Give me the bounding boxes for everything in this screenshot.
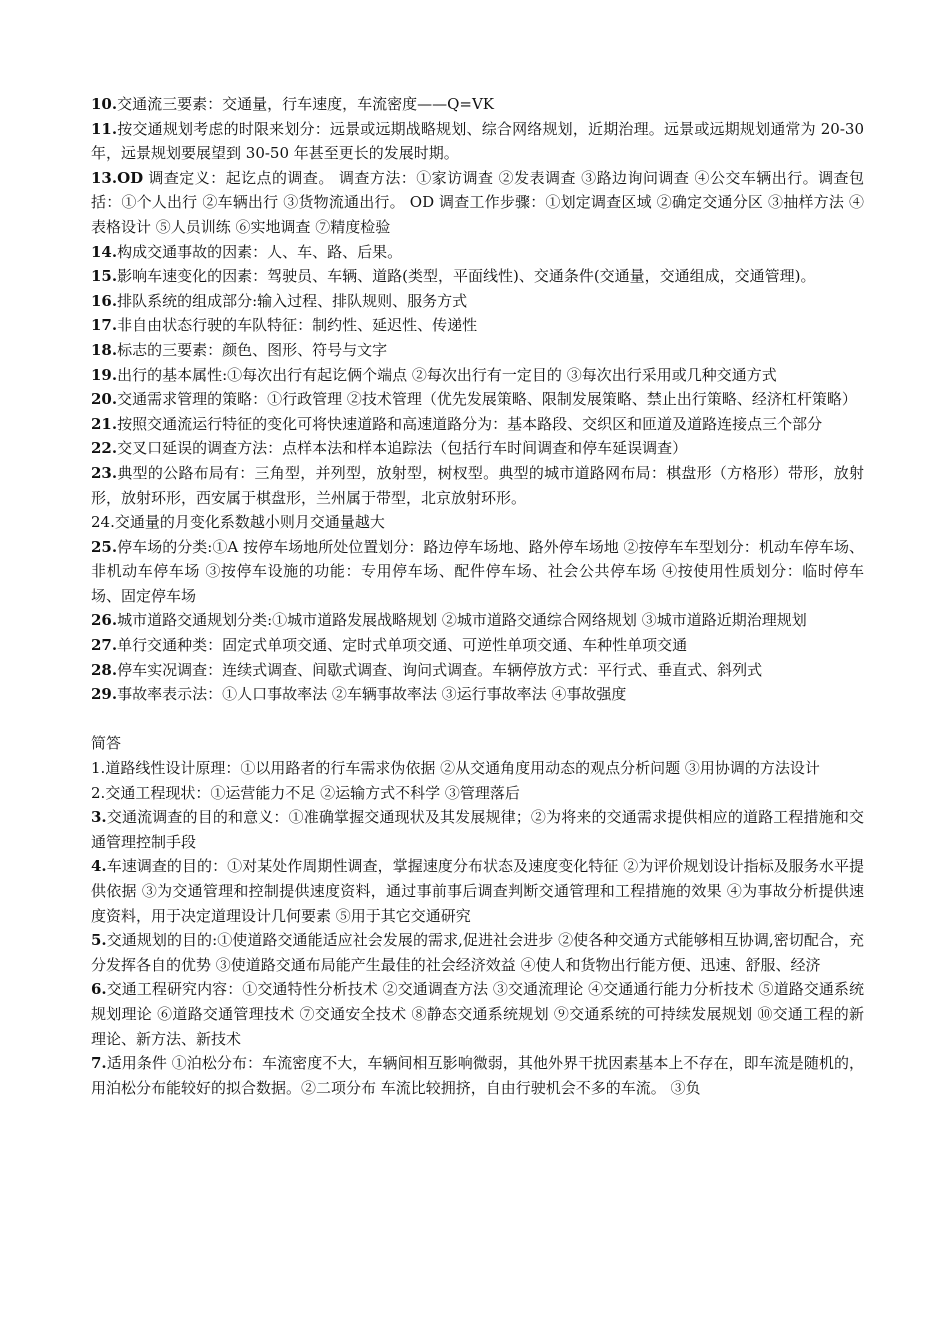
notes-list-part1 bbox=[91, 92, 864, 707]
list-item bbox=[91, 781, 864, 806]
item-number: 24. bbox=[91, 513, 115, 532]
item-text: 停车实况调查：连续式调查、间歇式调查、询问式调查。车辆停放方式：平行式、垂直式、斜列式 bbox=[117, 660, 763, 679]
item-text: 交通工程现状：①运营能力不足 ②运输方式不科学 ③管理落后 bbox=[105, 783, 520, 802]
item-number: 15. bbox=[91, 267, 118, 286]
item-text: 影响车速变化的因素：驾驶员、车辆、道路(类型，平面线性)、交通条件(交通量，交通组成，交通管理)。 bbox=[117, 267, 816, 286]
list-item bbox=[91, 928, 864, 977]
item-text: 交叉口延误的调查方法：点样本法和样本追踪法（包括行车时间调查和停车延误调查） bbox=[117, 439, 688, 458]
list-item bbox=[91, 436, 864, 461]
list-item bbox=[91, 363, 864, 388]
item-number: 1. bbox=[91, 759, 106, 778]
item-text: 交通工程研究内容：①交通特性分析技术 ②交通调查方法 ③交通流理论 ④交通通行能力分析技术 ⑤道路交通系统规划理论 ⑥道路交通管理技术 ⑦交通安全技术 ⑧静态交通系统规划 ⑨交通系统的可持续发展规划 ⑩交通工程的新理论、新方法、新技术 bbox=[91, 980, 864, 1048]
item-text: 停车场的分类:①A 按停车场地所处位置划分：路边停车场地、路外停车场地 ②按停车车型划分：机动车停车场、非机动车停车场 ③按停车设施的功能：专用停车场、配件停车场、社会公共停车场 ④按使用性质划分：临时停车场、固定停车场 bbox=[91, 537, 864, 605]
item-number: 16. bbox=[91, 291, 118, 310]
item-number: 18. bbox=[91, 340, 118, 359]
list-item bbox=[91, 805, 864, 854]
item-text: 构成交通事故的因素：人、车、路、后果。 bbox=[117, 242, 403, 261]
item-number: 2. bbox=[91, 783, 106, 802]
item-number: 27. bbox=[91, 636, 118, 655]
item-text: 单行交通种类：固定式单项交通、定时式单项交通、可逆性单项交通、车种性单项交通 bbox=[117, 636, 688, 655]
list-item bbox=[91, 608, 864, 633]
blank-line bbox=[91, 707, 864, 732]
section-title: 简答 bbox=[91, 734, 122, 753]
item-text: 标志的三要素：颜色、图形、符号与文字 bbox=[117, 340, 388, 359]
item-text: 排队系统的组成部分:输入过程、排队规则、服务方式 bbox=[117, 291, 468, 310]
item-text: 典型的公路布局有：三角型，并列型，放射型，树杈型。典型的城市道路网布局：棋盘形（方格形）带形，放射形，放射环形，西安属于棋盘形，兰州属于带型，北京放射环形。 bbox=[91, 463, 864, 507]
item-text: 交通流三要素：交通量，行车速度，车流密度——Q=VK bbox=[117, 95, 495, 113]
item-number: 21. bbox=[91, 414, 118, 433]
item-number: 23. bbox=[91, 463, 118, 482]
item-number: 11. bbox=[91, 119, 118, 138]
item-number: 19. bbox=[91, 365, 118, 384]
item-number: 4. bbox=[91, 857, 107, 876]
item-text: 交通需求管理的策略：①行政管理 ②技术管理（优先发展策略、限制发展策略、禁止出行策略、经济杠杆策略） bbox=[117, 390, 857, 409]
item-number: 6. bbox=[91, 980, 107, 999]
list-item bbox=[91, 658, 864, 683]
item-number: 26. bbox=[91, 611, 118, 630]
item-number: 22. bbox=[91, 439, 118, 458]
item-text: 按交通规划考虑的时限来划分：远景或远期战略规划、综合网络规划，近期治理。远景或远期规划通常为 20-30 年，远景规划要展望到 30-50 年甚至更长的发展时期。 bbox=[91, 119, 864, 163]
list-item bbox=[91, 756, 864, 781]
item-text: 出行的基本属性:①每次出行有起讫俩个端点 ②每次出行有一定目的 ③每次出行采用或几种交通方式 bbox=[117, 365, 777, 384]
item-text: 城市道路交通规划分类:①城市道路发展战略规划 ②城市道路交通综合网络规划 ③城市道路近期治理规划 bbox=[117, 611, 807, 630]
list-item bbox=[91, 338, 864, 363]
list-item bbox=[91, 633, 864, 658]
list-item bbox=[91, 313, 864, 338]
item-number: 28. bbox=[91, 660, 118, 679]
list-item bbox=[91, 854, 864, 928]
item-text: 适用条件 ①泊松分布：车流密度不大，车辆间相互影响微弱，其他外界干扰因素基本上不存在，即车流是随机的，用泊松分布能较好的拟合数据。②二项分布 车流比较拥挤，自由行驶机会不多的车流。 ③负 bbox=[91, 1054, 864, 1097]
list-item bbox=[91, 240, 864, 265]
item-number: 29. bbox=[91, 685, 118, 704]
item-text: 道路线性设计原理：①以用路者的行车需求伪依据 ②从交通角度用动态的观点分析问题 ③用协调的方法设计 bbox=[105, 759, 820, 778]
item-text: 非自由状态行驶的车队特征：制约性、延迟性、传递性 bbox=[117, 316, 478, 335]
item-number: 5. bbox=[91, 931, 107, 950]
item-text: 交通量的月变化系数越小则月交通量越大 bbox=[114, 513, 385, 532]
list-item bbox=[91, 461, 864, 510]
item-text: 按照交通流运行特征的变化可将快速道路和高速道路分为：基本路段、交织区和匝道及道路连接点三个部分 bbox=[117, 414, 823, 433]
notes-list-part2 bbox=[91, 756, 864, 1100]
list-item bbox=[91, 682, 864, 707]
item-number: 25. bbox=[91, 537, 118, 556]
list-item bbox=[91, 289, 864, 314]
list-item bbox=[91, 412, 864, 437]
item-text: 交通规划的目的:①使道路交通能适应社会发展的需求,促进社会进步 ②使各种交通方式能够相互协调,密切配合，充分发挥各自的优势 ③使道路交通布局能产生最佳的社会经济效益 ④使人和货物出行能方便、迅速、舒服、经济 bbox=[91, 931, 864, 974]
list-item bbox=[91, 264, 864, 289]
item-text: 车速调查的目的：①对某处作周期性调查，掌握速度分布状态及速度变化特征 ②为评价规划设计指标及服务水平提供依据 ③为交通管理和控制提供速度资料，通过事前事后调查判断交通管理和工程措施的效果 ④为事故分析提供速度资料，用于决定道理设计几何要素 ⑤用于其它交通研究 bbox=[91, 857, 864, 925]
item-text: 事故率表示法：①人口事故率法 ②车辆事故率法 ③运行事故率法 ④事故强度 bbox=[117, 685, 627, 704]
list-item bbox=[91, 166, 864, 240]
list-item bbox=[91, 977, 864, 1051]
item-number: 10. bbox=[91, 95, 118, 113]
item-number: 17. bbox=[91, 316, 118, 335]
list-item bbox=[91, 1051, 864, 1100]
item-number: 20. bbox=[91, 390, 118, 409]
list-item bbox=[91, 535, 864, 609]
item-text: 交通流调查的目的和意义：①准确掌握交通现状及其发展规律；②为将来的交通需求提供相应的道路工程措施和交通管理控制手段 bbox=[91, 808, 864, 851]
item-number: 7. bbox=[91, 1054, 107, 1073]
item-text: 调查定义：起讫点的调查。 调查方法：①家访调查 ②发表调查 ③路边询问调查 ④公交车辆出行。调查包括：①个人出行 ②车辆出行 ③货物流通出行。 OD 调查工作步骤：①划定调查区域 ②确定交通分区 ③抽样方法 ④表格设计 ⑤人员训练 ⑥实地调查 ⑦精度检验 bbox=[91, 168, 864, 236]
list-item bbox=[91, 92, 864, 117]
list-item bbox=[91, 387, 864, 412]
item-number: 14. bbox=[91, 242, 118, 261]
item-number: 13.OD bbox=[91, 168, 144, 187]
list-item bbox=[91, 510, 864, 535]
list-item bbox=[91, 117, 864, 166]
item-number: 3. bbox=[91, 808, 107, 827]
